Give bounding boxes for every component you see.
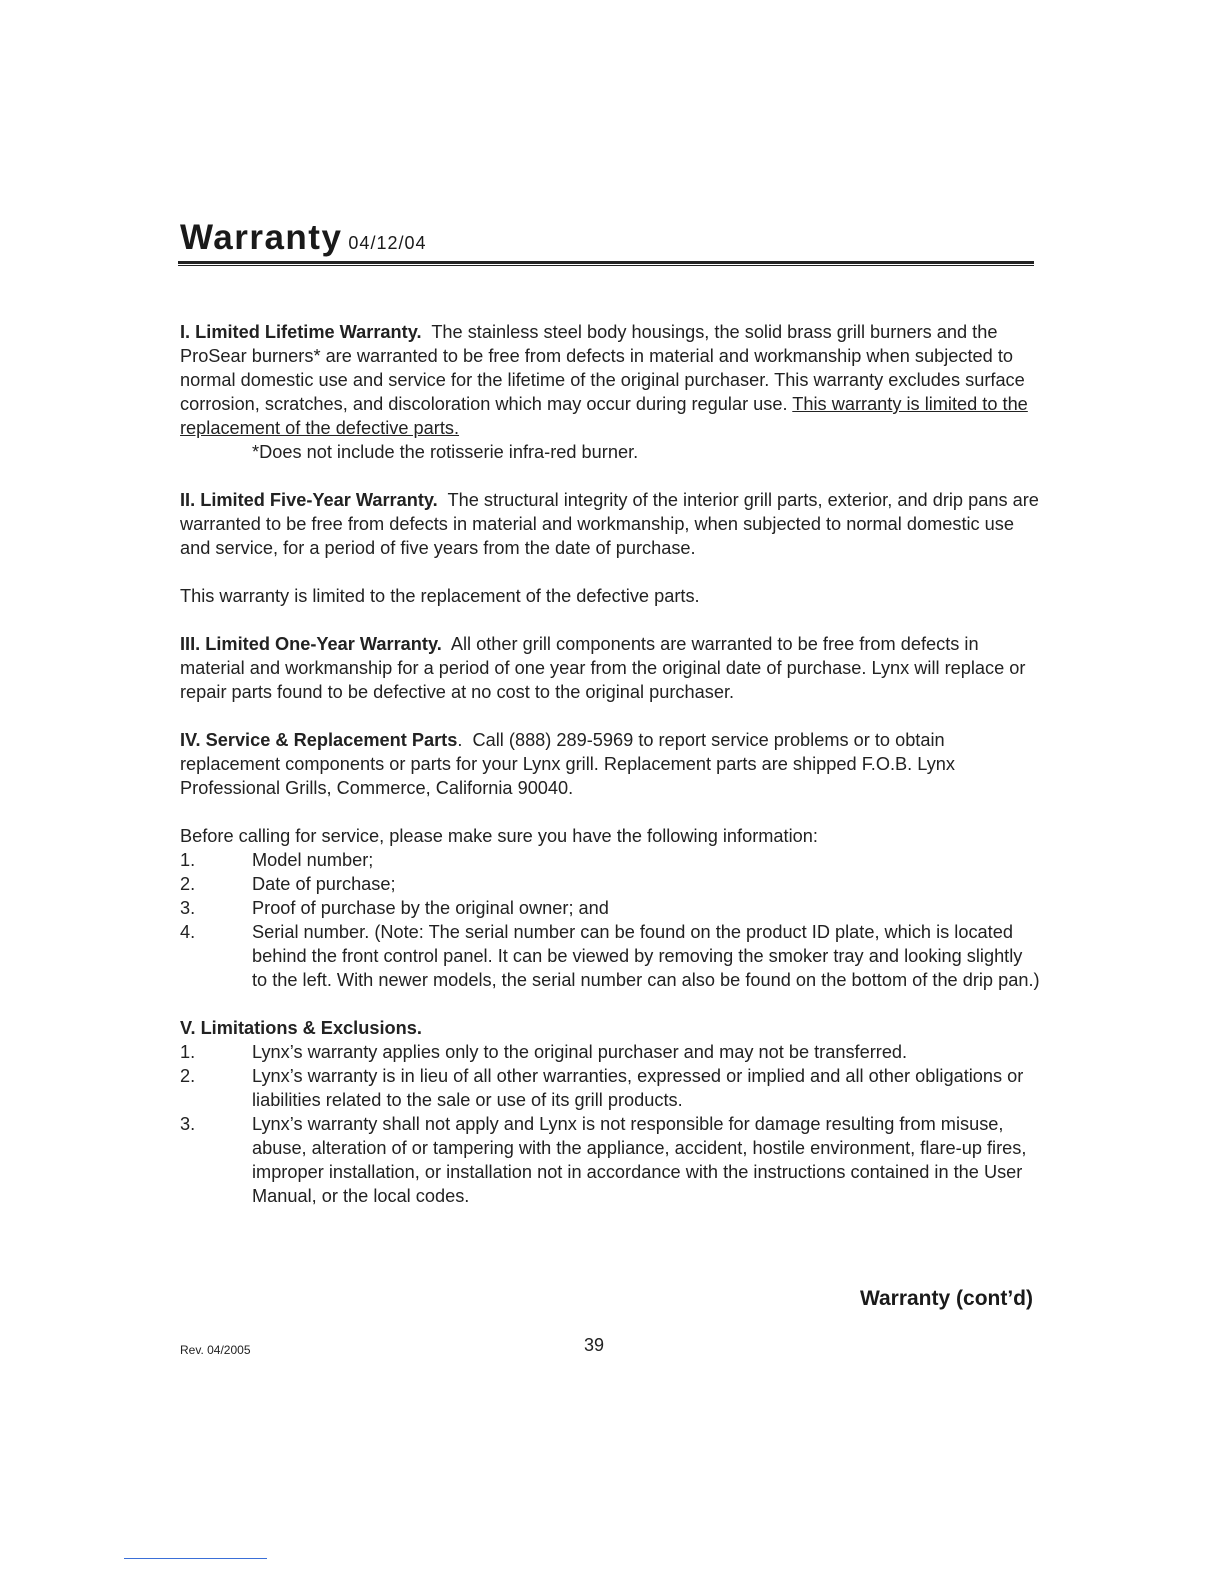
list-number: 1. <box>180 1042 196 1062</box>
list-number: 3. <box>180 898 196 918</box>
service-paragraph: IV. Service & Replacement Parts. Call (888) 289-5969 to report service problems or to obtain replacement components or parts for your Lynx grill. Replacement parts are shipped F.O.B. Lynx Professional Grills, Commerce, California 90040. <box>180 730 956 798</box>
five-year-paragraph <box>180 488 1040 560</box>
five-year-note: This warranty is limited to the replacement of the defective parts. <box>180 586 700 606</box>
list-item <box>180 872 1040 896</box>
one-year-paragraph <box>180 632 1040 704</box>
list-item <box>180 1040 1040 1064</box>
section-service-info <box>180 824 1040 992</box>
lifetime-underlined-text: This warranty is limited to the replacement of the defective parts. <box>180 394 1028 438</box>
service-heading: IV. Service & Replacement Parts <box>180 730 458 750</box>
list-item <box>180 896 1040 920</box>
continued-label: Warranty (cont’d) <box>859 1287 1033 1310</box>
list-number: 3. <box>180 1114 196 1134</box>
list-text: Serial number. (Note: The serial number can be found on the product ID plate, which is located behind the front control panel. It can be viewed by removing the smoker tray and looking slightly to the left. With newer models, the serial number can also be found on the bottom of the drip pan.) <box>252 922 1040 990</box>
one-year-heading: III. Limited One-Year Warranty. <box>180 634 442 654</box>
title-text: Warranty <box>180 218 343 257</box>
list-item <box>180 1064 1040 1112</box>
list-text: Proof of purchase by the original owner; and <box>252 898 609 918</box>
five-year-text: The structural integrity of the interior grill parts, exterior, and drip pans are warranted to be free from defects in material and workmanship, when subjected to normal domestic use and service, for a period of five years from the date of purchase. <box>180 490 1039 558</box>
section-one-year-warranty <box>180 632 1040 704</box>
service-text: Call (888) 289-5969 to report service problems or to obtain replacement components or parts for your Lynx grill. Replacement parts are shipped F.O.B. Lynx Professional Grills, Commerce, California 90040. <box>180 730 956 798</box>
lifetime-note: *Does not include the rotisserie infra-red burner. <box>252 442 639 462</box>
bottom-divider <box>124 1558 267 1559</box>
list-item <box>180 848 1040 872</box>
lifetime-paragraph <box>180 320 1040 440</box>
lifetime-heading: I. Limited Lifetime Warranty. <box>180 322 422 342</box>
list-number: 4. <box>180 922 196 942</box>
section-service-parts <box>180 728 1040 800</box>
list-number: 2. <box>180 874 196 894</box>
section-lifetime-warranty <box>180 320 1040 464</box>
list-text: Date of purchase; <box>252 874 396 894</box>
service-intro: Before calling for service, please make sure you have the following information: <box>180 826 818 846</box>
list-text: Lynx’s warranty applies only to the original purchaser and may not be transferred. <box>252 1042 908 1062</box>
page-title <box>180 218 427 258</box>
page-number: 39 <box>584 1335 605 1355</box>
warranty-content <box>180 320 1040 1232</box>
list-number: 2. <box>180 1066 196 1086</box>
list-item <box>180 1112 1040 1208</box>
section-five-year-warranty <box>180 488 1040 560</box>
list-number: 1. <box>180 850 196 870</box>
title-date: 04/12/04 <box>348 233 427 253</box>
section-limitations <box>180 1016 1040 1208</box>
revision-label: Rev. 04/2005 <box>180 1343 251 1357</box>
title-divider <box>178 261 1034 266</box>
list-text: Model number; <box>252 850 374 870</box>
limitations-heading: V. Limitations & Exclusions. <box>180 1018 422 1038</box>
five-year-heading: II. Limited Five-Year Warranty. <box>180 490 438 510</box>
lifetime-text: The stainless steel body housings, the solid brass grill burners and the ProSear burners* are warranted to be free from defects in material and workmanship when subjected to normal domestic use and service for the lifetime of the original purchaser. This warranty excludes surface corrosion, scratches, and discoloration which may occur during regular use. <box>180 322 1025 414</box>
section-five-year-note <box>180 584 1040 608</box>
list-text: Lynx’s warranty is in lieu of all other warranties, expressed or implied and all other obligations or liabilities related to the sale or use of its grill products. <box>252 1066 1024 1110</box>
list-text: Lynx’s warranty shall not apply and Lynx is not responsible for damage resulting from misuse, abuse, alteration of or tampering with the appliance, accident, hostile environment, flare-up fires, improper installation, or installation not in accordance with the instructions contained in the User Manual, or the local codes. <box>252 1114 1027 1206</box>
one-year-text: All other grill components are warranted to be free from defects in material and workmanship for a period of one year from the original date of purchase. Lynx will replace or repair parts found to be defective at no cost to the original purchaser. <box>180 634 1026 702</box>
list-item <box>180 920 1040 992</box>
